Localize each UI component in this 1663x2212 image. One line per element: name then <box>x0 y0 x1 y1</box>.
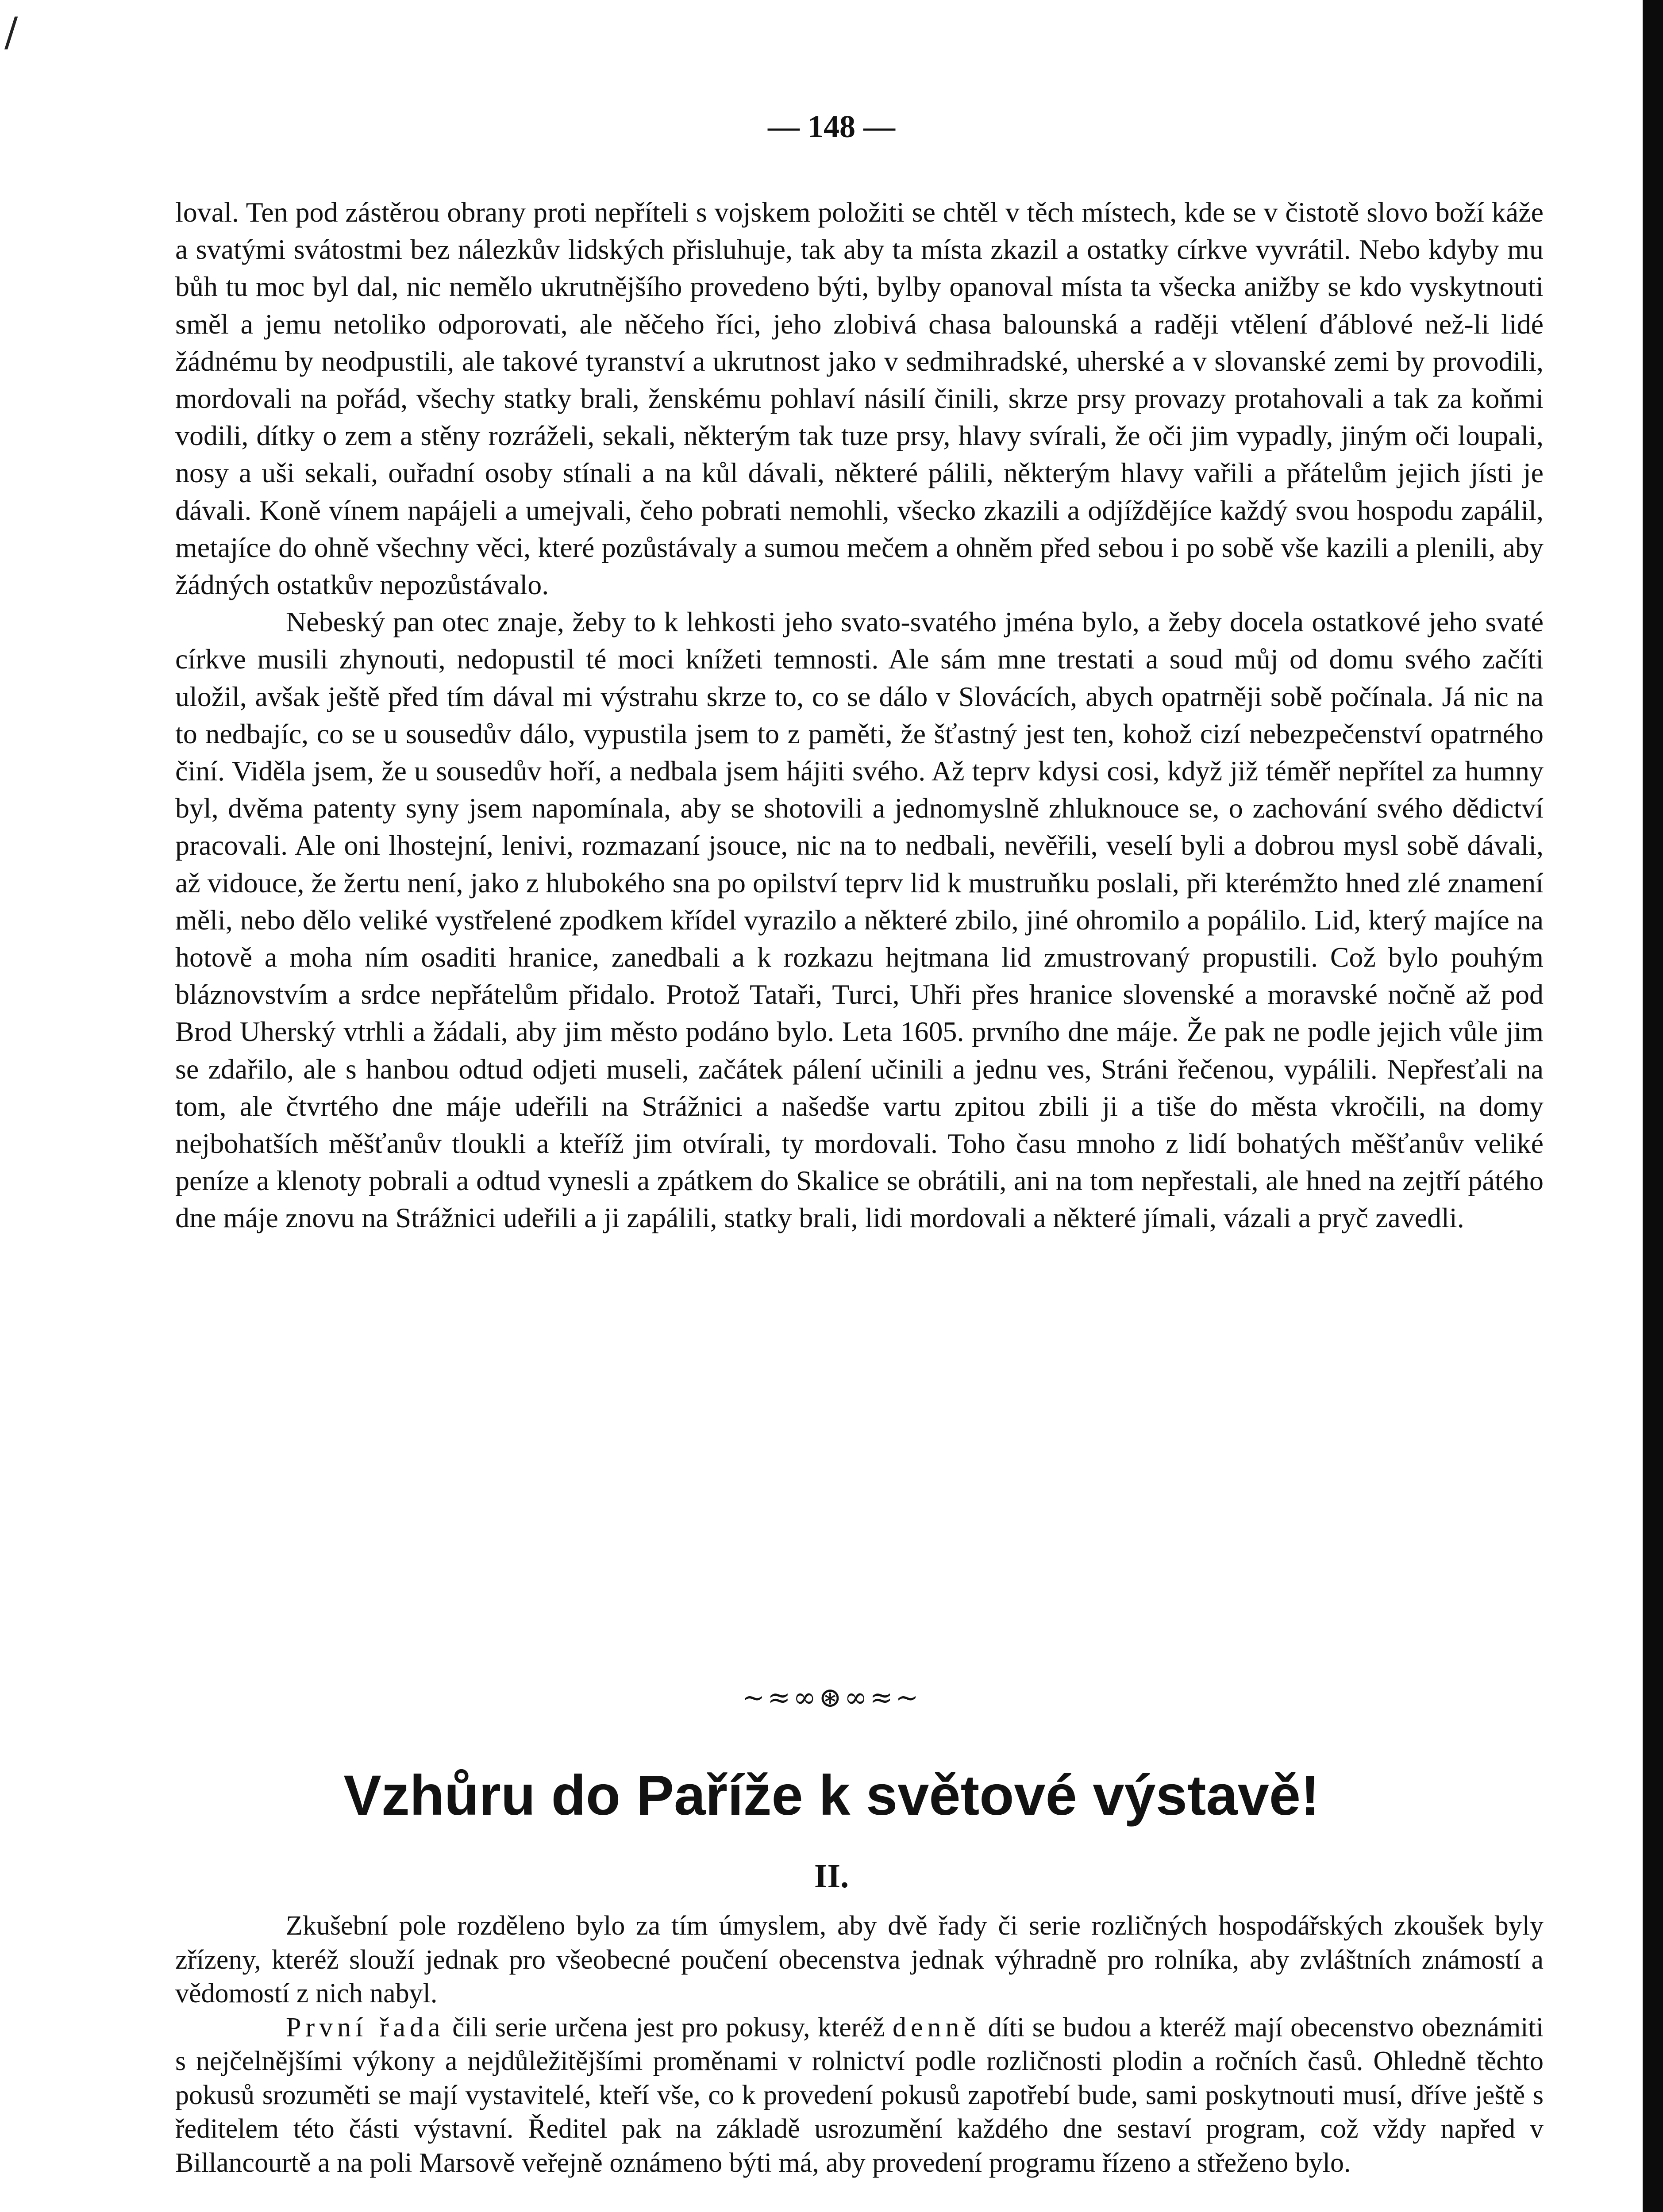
paragraph-text: díti se budou a kteréž mají obecenstvo obeznámiti s nejčelnějšími výkony a nejdůležitějšími proměnami v rolnictví podle rozličnosti plodin a ročních časů. Ohledně těchto pokusů srozuměti se mají vystavitelé, kteří vše, co k provedení pokusů zapotřebí bude, sami poskytnouti musí, dříve ještě s ředitelem této části výstavní. Ředitel pak na základě usrozumění každého dne sestaví program, což vždy napřed v Billancourtě a na poli Marsově veřejně oznámeno býti má, aby provedení programu řízeno a střeženo bylo. <box>175 2012 1544 2178</box>
article-title: Vzhůru do Paříže k světové výstavě! <box>343 1764 1320 1827</box>
article-body <box>175 1909 1544 2180</box>
corner-mark: / <box>4 9 18 55</box>
page-number: — 148 — <box>768 109 895 144</box>
paragraph-text: čili serie určena jest pro pokusy, kteréž <box>444 2012 893 2043</box>
section-numeral: II. <box>814 1858 849 1895</box>
spaced-emphasis: První řada <box>286 2012 445 2043</box>
article-continuation <box>175 194 1544 1237</box>
paragraph: loval. Ten pod zástěrou obrany proti nepříteli s vojskem položiti se chtěl v těch místech, kde se v čistotě slovo boží káže a svatými svátostmi bez nálezkův lidských přisluhuje, tak aby ta místa zkazil a ostatky církve vyvrátil. Nebo kdyby mu bůh tu moc byl dal, nic nemělo ukrutnějšího provedeno býti, bylby opanoval místa ta všecka anižby se kdo vyskytnouti směl a jemu netoliko odporovati, ale něčeho říci, jeho zlobivá chasa balounská a raději vtělení ďáblové než-li lidé žádnému by neodpustili, ale takové tyranství a ukrutnost jako v sedmihradské, uherské a v slovanské zemi by provodili, mordovali na pořád, všechy statky brali, ženskému pohlaví násilí činili, skrze prsy provazy protahovali a tak za koňmi vodili, dítky o zem a stěny rozráželi, sekali, některým tak tuze prsy, hlavy svírali, že oči jim vypadly, jiným oči loupali, nosy a uši sekali, ouřadní osoby stínali a na kůl dávali, některé pálili, některým hlavy vařili a přátelům jejich jísti je dávali. Koně vínem napájeli a umejvali, čeho pobrati nemohli, všecko zkazili a odjíždějíce každý svou hospodu zapálil, metajíce do ohně všechny věci, které pozůstávaly a sumou mečem a ohněm před sebou i po sobě vše kazili a plenili, aby žádných ostatkův nepozůstávalo. <box>175 196 1544 601</box>
section-divider-ornament: ~≈∞⊛∞≈~ <box>742 1681 921 1713</box>
paragraph <box>175 2011 1544 2180</box>
paragraph: Nebeský pan otec znaje, žeby to k lehkosti jeho svato-svatého jména bylo, a žeby docela ostatkové jeho svaté církve musili zhynouti, nedopustil té moci knížeti temnosti. Ale sám mne trestati a soud můj od domu svého začíti uložil, avšak ještě před tím dával mi výstrahu skrze to, co se dálo v Slovácích, abych opatrněji sobě počínala. Já nic na to nedbajíc, co se u sousedův dálo, vypustila jsem to z paměti, že šťastný jest ten, kohož cizí nebezpečenství opatrného činí. Viděla jsem, že u sousedův hoří, a nedbala jsem hájiti svého. Až teprv kdysi cosi, když již téměř nepřítel za humny byl, dvěma patenty syny jsem napomínala, aby se shotovili a jednomyslně zhluknouce se, o zachování svého dědictví pracovali. Ale oni lhostejní, lenivi, rozmazaní jsouce, nic na to nedbali, nevěřili, veselí byli a dobrou mysl sobě dávali, až vidouce, že žertu není, jako z hlubokého sna po opilství teprv lid k mustruňku poslali, při kterémžto hned zlé znamení měli, nebo dělo veliké vystřelené zpodkem křídel vyrazilo a některé zbilo, jiné ohromilo a popálilo. Lid, který majíce na hotově a moha ním osaditi hranice, zanedbali a k rozkazu hejtmana lid zmustrovaný propustili. Což bylo pouhým bláznovstvím a srdce nepřátelům přidalo. Protož Tataři, Turci, Uhři přes hranice slovenské a moravské nočně až pod Brod Uherský vtrhli a žádali, aby jim město podáno bylo. Leta 1605. prvního dne máje. Že pak ne podle jejich vůle jim se zdařilo, ale s hanbou odtud odjeti museli, začátek pálení učinili a jednu ves, Stráni řečenou, vypálili. Nepřesťali na tom, ale čtvrtého dne máje udeřili na Strážnici a našedše vartu zpitou zbili ji a tiše do města vkročili, na domy nejbohatších měšťanův tloukli a kteříž jim otvírali, ty mordovali. Toho času mnoho z lidí bohatých měšťanův veliké peníze a klenoty pobrali a odtud vynesli a zpátkem do Skalice se obrátili, ani na tom nepřestali, ale hned na zejtří pátého dne máje znovu na Strážnici udeřili a ji zapálili, statky brali, lidi mordovali a některé jímali, vázali a pryč zavedli. <box>175 606 1544 1234</box>
spaced-emphasis: denně <box>892 2012 980 2043</box>
paragraph: Zkušební pole rozděleno bylo za tím úmyslem, aby dvě řady či serie rozličných hospodářských zkoušek byly zřízeny, kteréž slouží jednak pro všeobecné poučení obecenstva jednak výhradně pro rolníka, aby zvláštních známostí a vědomostí z nich nabyl. <box>175 1911 1544 2008</box>
